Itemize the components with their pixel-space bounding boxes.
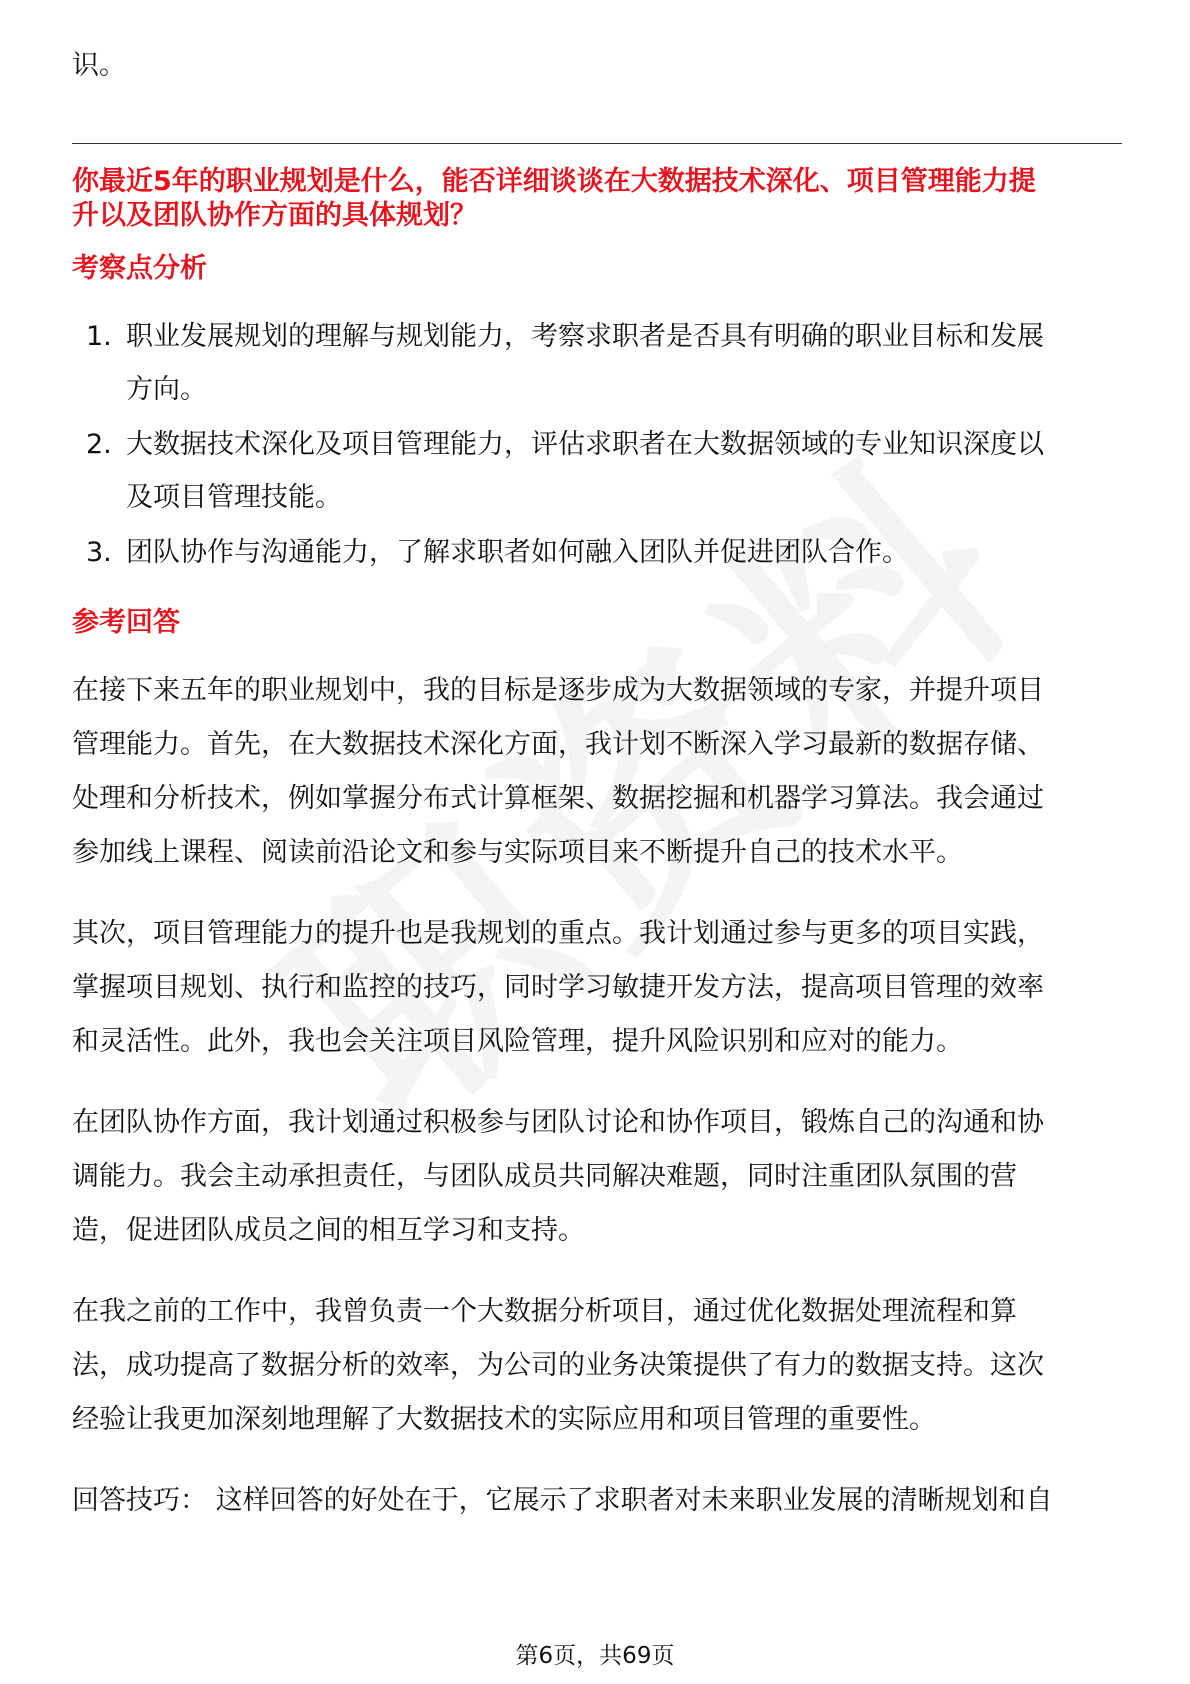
paragraph-line: 在团队协作方面，我计划通过积极参与团队讨论和协作项目，锻炼自己的沟通和协 [72,1107,1044,1138]
page-footer: 第6页，共69页 [515,1643,675,1669]
item-text: 职业发展规划的理解与规划能力，考察求职者是否具有明确的职业目标和发展 [126,321,1044,352]
paragraph-line: 造，促进团队成员之间的相互学习和支持。 [72,1215,585,1246]
divider [72,143,1122,144]
paragraph-line: 在我之前的工作中，我曾负责一个大数据分析项目，通过优化数据处理流程和算 [72,1296,1017,1327]
analysis-heading: 考察点分析 [72,253,207,284]
paragraph-line: 掌握项目规划、执行和监控的技巧，同时学习敏捷开发方法，提高项目管理的效率 [72,972,1044,1003]
paragraph-line: 处理和分析技术，例如掌握分布式计算框架、数据挖掘和机器学习算法。我会通过 [72,783,1044,814]
paragraph-line: 在接下来五年的职业规划中，我的目标是逐步成为大数据领域的专家，并提升项目 [72,675,1044,706]
item-number: 1. [86,321,112,352]
previous-text-tail: 识。 [72,50,126,81]
paragraph-line: 和灵活性。此外，我也会关注项目风险管理，提升风险识别和应对的能力。 [72,1026,963,1057]
paragraph-line: 法，成功提高了数据分析的效率，为公司的业务决策提供了有力的数据支持。这次 [72,1350,1044,1381]
item-text: 团队协作与沟通能力，了解求职者如何融入团队并促进团队合作。 [126,537,909,568]
answer-tip: 回答技巧： 这样回答的好处在于，它展示了求职者对未来职业发展的清晰规划和自 [72,1485,1053,1516]
item-text: 大数据技术深化及项目管理能力，评估求职者在大数据领域的专业知识深度以 [126,429,1044,460]
paragraph-line: 其次，项目管理能力的提升也是我规划的重点。我计划通过参与更多的项目实践， [72,918,1044,949]
item-number: 3. [86,537,112,568]
question-line-2: 升以及团队协作方面的具体规划？ [72,200,477,231]
answer-heading: 参考回答 [72,607,180,638]
paragraph-line: 调能力。我会主动承担责任，与团队成员共同解决难题，同时注重团队氛围的营 [72,1161,1017,1192]
paragraph-line: 经验让我更加深刻地理解了大数据技术的实际应用和项目管理的重要性。 [72,1404,936,1435]
item-number: 2. [86,429,112,460]
paragraph-line: 参加线上课程、阅读前沿论文和参与实际项目来不断提升自己的技术水平。 [72,837,963,868]
item-text: 及项目管理技能。 [126,482,342,513]
paragraph-line: 管理能力。首先，在大数据技术深化方面，我计划不断深入学习最新的数据存储、 [72,729,1044,760]
item-text: 方向。 [126,374,207,405]
question-line-1: 你最近5年的职业规划是什么，能否详细谈谈在大数据技术深化、项目管理能力提 [72,166,1036,197]
